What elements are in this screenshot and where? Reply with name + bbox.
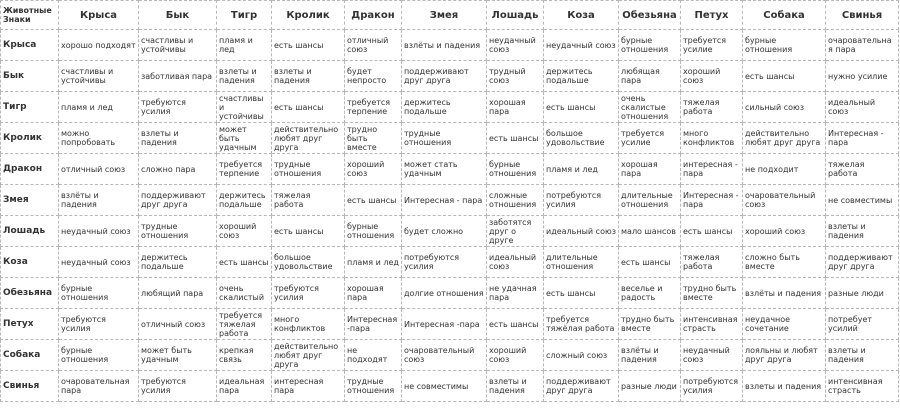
column-header: Лошадь	[487, 1, 544, 30]
compatibility-cell: идеальный союз	[826, 92, 899, 123]
column-header: Собака	[743, 1, 826, 30]
row-header: Собака	[1, 340, 59, 371]
table-row	[1, 123, 899, 154]
compatibility-cell: держитесь подальше	[544, 61, 619, 92]
row-header: Крыса	[1, 30, 59, 61]
compatibility-cell: очаровательная пара	[826, 30, 899, 61]
compatibility-cell: взлеты и падения	[139, 123, 217, 154]
row-header: Дракон	[1, 154, 59, 185]
compatibility-cell: Интересная -пара	[345, 309, 402, 340]
compatibility-cell: может быть удачным	[217, 123, 272, 154]
compatibility-cell: трудно быть вместе	[681, 278, 743, 309]
compatibility-cell: есть шансы	[272, 92, 345, 123]
compatibility-cell: неудачный союз	[487, 30, 544, 61]
compatibility-cell: большое удовольствие	[272, 247, 345, 278]
compatibility-cell: интенсивная страсть	[826, 371, 899, 402]
table-row	[1, 309, 899, 340]
compatibility-cell: очень скалистый	[217, 278, 272, 309]
compatibility-cell: тяжелая работа	[681, 92, 743, 123]
compatibility-cell: держитесь подальше	[139, 247, 217, 278]
compatibility-cell: пламя и лед	[544, 154, 619, 185]
table-row	[1, 247, 899, 278]
compatibility-cell: отличный союз	[59, 154, 139, 185]
compatibility-cell: идеальный союз	[544, 216, 619, 247]
compatibility-cell: веселье и радость	[619, 278, 681, 309]
compatibility-cell: пламя и лед	[217, 30, 272, 61]
compatibility-cell: тяжелая работа	[826, 154, 899, 185]
compatibility-cell: заботливая пара	[139, 61, 217, 92]
compatibility-cell: взлёты и падения	[743, 278, 826, 309]
compatibility-cell: взлеты и падения	[487, 371, 544, 402]
compatibility-cell: сложный союз	[544, 340, 619, 371]
column-header: Обезьяна	[619, 1, 681, 30]
column-header: Змея	[402, 1, 487, 30]
compatibility-cell: сложно пара	[139, 154, 217, 185]
table-row	[1, 61, 899, 92]
compatibility-cell: трудные отношения	[402, 123, 487, 154]
compatibility-cell: взлеты и падения	[217, 61, 272, 92]
corner-header: Животные Знаки	[1, 1, 59, 30]
compatibility-cell: взлеты и падения	[743, 371, 826, 402]
compatibility-cell: есть шансы	[272, 216, 345, 247]
compatibility-cell: тяжелая работа	[681, 247, 743, 278]
compatibility-cell: хороший союз	[487, 340, 544, 371]
compatibility-cell: любящий пара	[139, 278, 217, 309]
row-header: Бык	[1, 61, 59, 92]
compatibility-cell: есть шансы	[487, 123, 544, 154]
compatibility-cell: хорошо подходят	[59, 30, 139, 61]
compatibility-cell: трудные отношения	[345, 371, 402, 402]
column-header: Свинья	[826, 1, 899, 30]
compatibility-cell: поддерживают друг друга	[544, 371, 619, 402]
compatibility-cell: есть шансы	[544, 278, 619, 309]
compatibility-cell: есть шансы	[272, 30, 345, 61]
compatibility-cell: долгие отношения	[402, 278, 487, 309]
compatibility-cell: трудно быть вместе	[345, 123, 402, 154]
compatibility-cell: требуется тяжёлая работа	[544, 309, 619, 340]
compatibility-cell: трудно быть вместе	[619, 309, 681, 340]
compatibility-cell: потребуются усилия	[544, 185, 619, 216]
compatibility-cell: неудачный союз	[59, 216, 139, 247]
compatibility-cell: очаровательная пара	[59, 371, 139, 402]
compatibility-cell: сложные отношения	[487, 185, 544, 216]
compatibility-cell: поддерживают друг друга	[139, 185, 217, 216]
compatibility-cell: неудачное сочетание	[743, 309, 826, 340]
compatibility-cell: бурные отношения	[345, 216, 402, 247]
compatibility-cell: есть шансы	[743, 61, 826, 92]
compatibility-cell: есть шансы	[544, 92, 619, 123]
compatibility-cell: разные люди	[619, 371, 681, 402]
compatibility-cell: взлеты и падения	[826, 216, 899, 247]
compatibility-cell: будет сложно	[402, 216, 487, 247]
compatibility-cell: бурные отношения	[743, 30, 826, 61]
column-header: Тигр	[217, 1, 272, 30]
row-header: Лошадь	[1, 216, 59, 247]
column-header: Петух	[681, 1, 743, 30]
column-header: Кролик	[272, 1, 345, 30]
compatibility-cell: отличный союз	[345, 30, 402, 61]
compatibility-cell: интересная - пара	[681, 154, 743, 185]
compatibility-cell: счастливы и устойчивы	[217, 92, 272, 123]
compatibility-cell: бурные отношения	[59, 340, 139, 371]
column-header: Дракон	[345, 1, 402, 30]
compatibility-cell: много конфликтов	[681, 123, 743, 154]
compatibility-cell: отличный союз	[139, 309, 217, 340]
compatibility-cell: требуются усилия	[272, 278, 345, 309]
compatibility-cell: Интересная - пара	[826, 123, 899, 154]
compatibility-cell: бурные отношения	[59, 278, 139, 309]
compatibility-cell: не подходят	[345, 340, 402, 371]
table-row	[1, 30, 899, 61]
compatibility-cell: потребуются усилия	[681, 371, 743, 402]
compatibility-cell: неудачный союз	[59, 247, 139, 278]
compatibility-cell: очаровательный союз	[402, 340, 487, 371]
table-body	[1, 30, 899, 402]
compatibility-cell: очень скалистые отношения	[619, 92, 681, 123]
row-header: Коза	[1, 247, 59, 278]
compatibility-cell: хорошая пара	[345, 278, 402, 309]
compatibility-cell: взлёты и падения	[59, 185, 139, 216]
compatibility-cell: тяжелая работа	[272, 185, 345, 216]
row-header: Змея	[1, 185, 59, 216]
compatibility-cell: неудачный союз	[681, 340, 743, 371]
compatibility-cell: любящая пара	[619, 61, 681, 92]
table-row	[1, 278, 899, 309]
compatibility-cell: потребует усилий	[826, 309, 899, 340]
compatibility-cell: действительно любят друг друга	[743, 123, 826, 154]
table-row	[1, 340, 899, 371]
compatibility-cell: потребуются усилия	[402, 247, 487, 278]
compatibility-cell: большое удовольствие	[544, 123, 619, 154]
compatibility-cell: требуется тяжелая работа	[217, 309, 272, 340]
compatibility-cell: требуется усилие	[619, 123, 681, 154]
compatibility-cell: сложно быть вместе	[743, 247, 826, 278]
compatibility-cell: поддерживают друг друга	[402, 61, 487, 92]
compatibility-cell: есть шансы	[681, 216, 743, 247]
compatibility-cell: требуются усилия	[139, 371, 217, 402]
compatibility-cell: заботятся друг о друге	[487, 216, 544, 247]
compatibility-cell: не совместимы	[826, 185, 899, 216]
compatibility-cell: Интересная -пара	[402, 309, 487, 340]
table-row	[1, 154, 899, 185]
compatibility-cell: разные люди	[826, 278, 899, 309]
compatibility-cell: крепкая связь	[217, 340, 272, 371]
compatibility-cell: много конфликтов	[272, 309, 345, 340]
row-header: Петух	[1, 309, 59, 340]
compatibility-cell: действительно любят друг друга	[272, 340, 345, 371]
compatibility-cell: нужно усилие	[826, 61, 899, 92]
compatibility-cell: хороший союз	[345, 154, 402, 185]
compatibility-cell: может стать удачным	[402, 154, 487, 185]
column-header: Коза	[544, 1, 619, 30]
compatibility-cell: лояльны и любят друг друга	[743, 340, 826, 371]
compatibility-cell: хорошая пара	[487, 92, 544, 123]
compatibility-cell: хороший союз	[681, 61, 743, 92]
compatibility-cell: требуется терпение	[217, 154, 272, 185]
compatibility-cell: мало шансов	[619, 216, 681, 247]
compatibility-cell: хороший союз	[217, 216, 272, 247]
compatibility-cell: очаровательный союз	[743, 185, 826, 216]
compatibility-cell: взлёты и падения	[402, 30, 487, 61]
compatibility-cell: длительные отношения	[544, 247, 619, 278]
compatibility-cell: счастливы и устойчивы	[139, 30, 217, 61]
row-header: Кролик	[1, 123, 59, 154]
compatibility-cell: трудные отношения	[139, 216, 217, 247]
compatibility-cell: не подходит	[743, 154, 826, 185]
compatibility-cell: требуется усилие	[681, 30, 743, 61]
compatibility-cell: счастливы и устойчивы	[59, 61, 139, 92]
compatibility-cell: бурные отношения	[619, 30, 681, 61]
compatibility-cell: будет непросто	[345, 61, 402, 92]
compatibility-cell: не удачная пара	[487, 278, 544, 309]
compatibility-cell: требуются усилия	[139, 92, 217, 123]
compatibility-cell: трудные отношения	[272, 154, 345, 185]
header-row	[1, 1, 899, 30]
compatibility-cell: можно попробовать	[59, 123, 139, 154]
column-header: Бык	[139, 1, 217, 30]
compatibility-cell: действительно любят друг друга	[272, 123, 345, 154]
compatibility-cell: есть шансы	[345, 185, 402, 216]
compatibility-cell: хороший союз	[743, 216, 826, 247]
compatibility-cell: интересная пара	[272, 371, 345, 402]
row-header: Тигр	[1, 92, 59, 123]
row-header: Свинья	[1, 371, 59, 402]
table-row	[1, 216, 899, 247]
table-row	[1, 371, 899, 402]
compatibility-cell: взлёты и падения	[619, 340, 681, 371]
compatibility-cell: неудачный союз	[544, 30, 619, 61]
compatibility-cell: держитесь подальше	[402, 92, 487, 123]
compatibility-cell: требуются усилия	[59, 309, 139, 340]
table-header	[1, 1, 899, 30]
compatibility-cell: поддерживают друг друга	[826, 247, 899, 278]
table-row	[1, 92, 899, 123]
compatibility-cell: взлеты и падения	[272, 61, 345, 92]
compatibility-cell: есть шансы	[487, 309, 544, 340]
compatibility-cell: длительные отношения	[619, 185, 681, 216]
compatibility-cell: может быть удачным	[139, 340, 217, 371]
compatibility-cell: трудный союз	[487, 61, 544, 92]
compatibility-cell: пламя и лед	[59, 92, 139, 123]
compatibility-cell: бурные отношения	[487, 154, 544, 185]
compatibility-cell: есть шансы	[217, 247, 272, 278]
compatibility-cell: есть шансы	[619, 247, 681, 278]
column-header: Крыса	[59, 1, 139, 30]
compatibility-cell: идеальная пара	[217, 371, 272, 402]
row-header: Обезьяна	[1, 278, 59, 309]
compatibility-cell: идеальный союз	[487, 247, 544, 278]
compatibility-cell: Интересная - пара	[681, 185, 743, 216]
compatibility-cell: сильный союз	[743, 92, 826, 123]
table-row	[1, 185, 899, 216]
compatibility-cell: хорошая пара	[619, 154, 681, 185]
compatibility-cell: пламя и лед	[345, 247, 402, 278]
compatibility-cell: требуется терпение	[345, 92, 402, 123]
compatibility-cell: держитесь подальше	[217, 185, 272, 216]
compatibility-cell: не совместимы	[402, 371, 487, 402]
compatibility-cell: Интересная - пара	[402, 185, 487, 216]
compatibility-cell: взлеты и падения	[826, 340, 899, 371]
compatibility-cell: интенсивная страсть	[681, 309, 743, 340]
